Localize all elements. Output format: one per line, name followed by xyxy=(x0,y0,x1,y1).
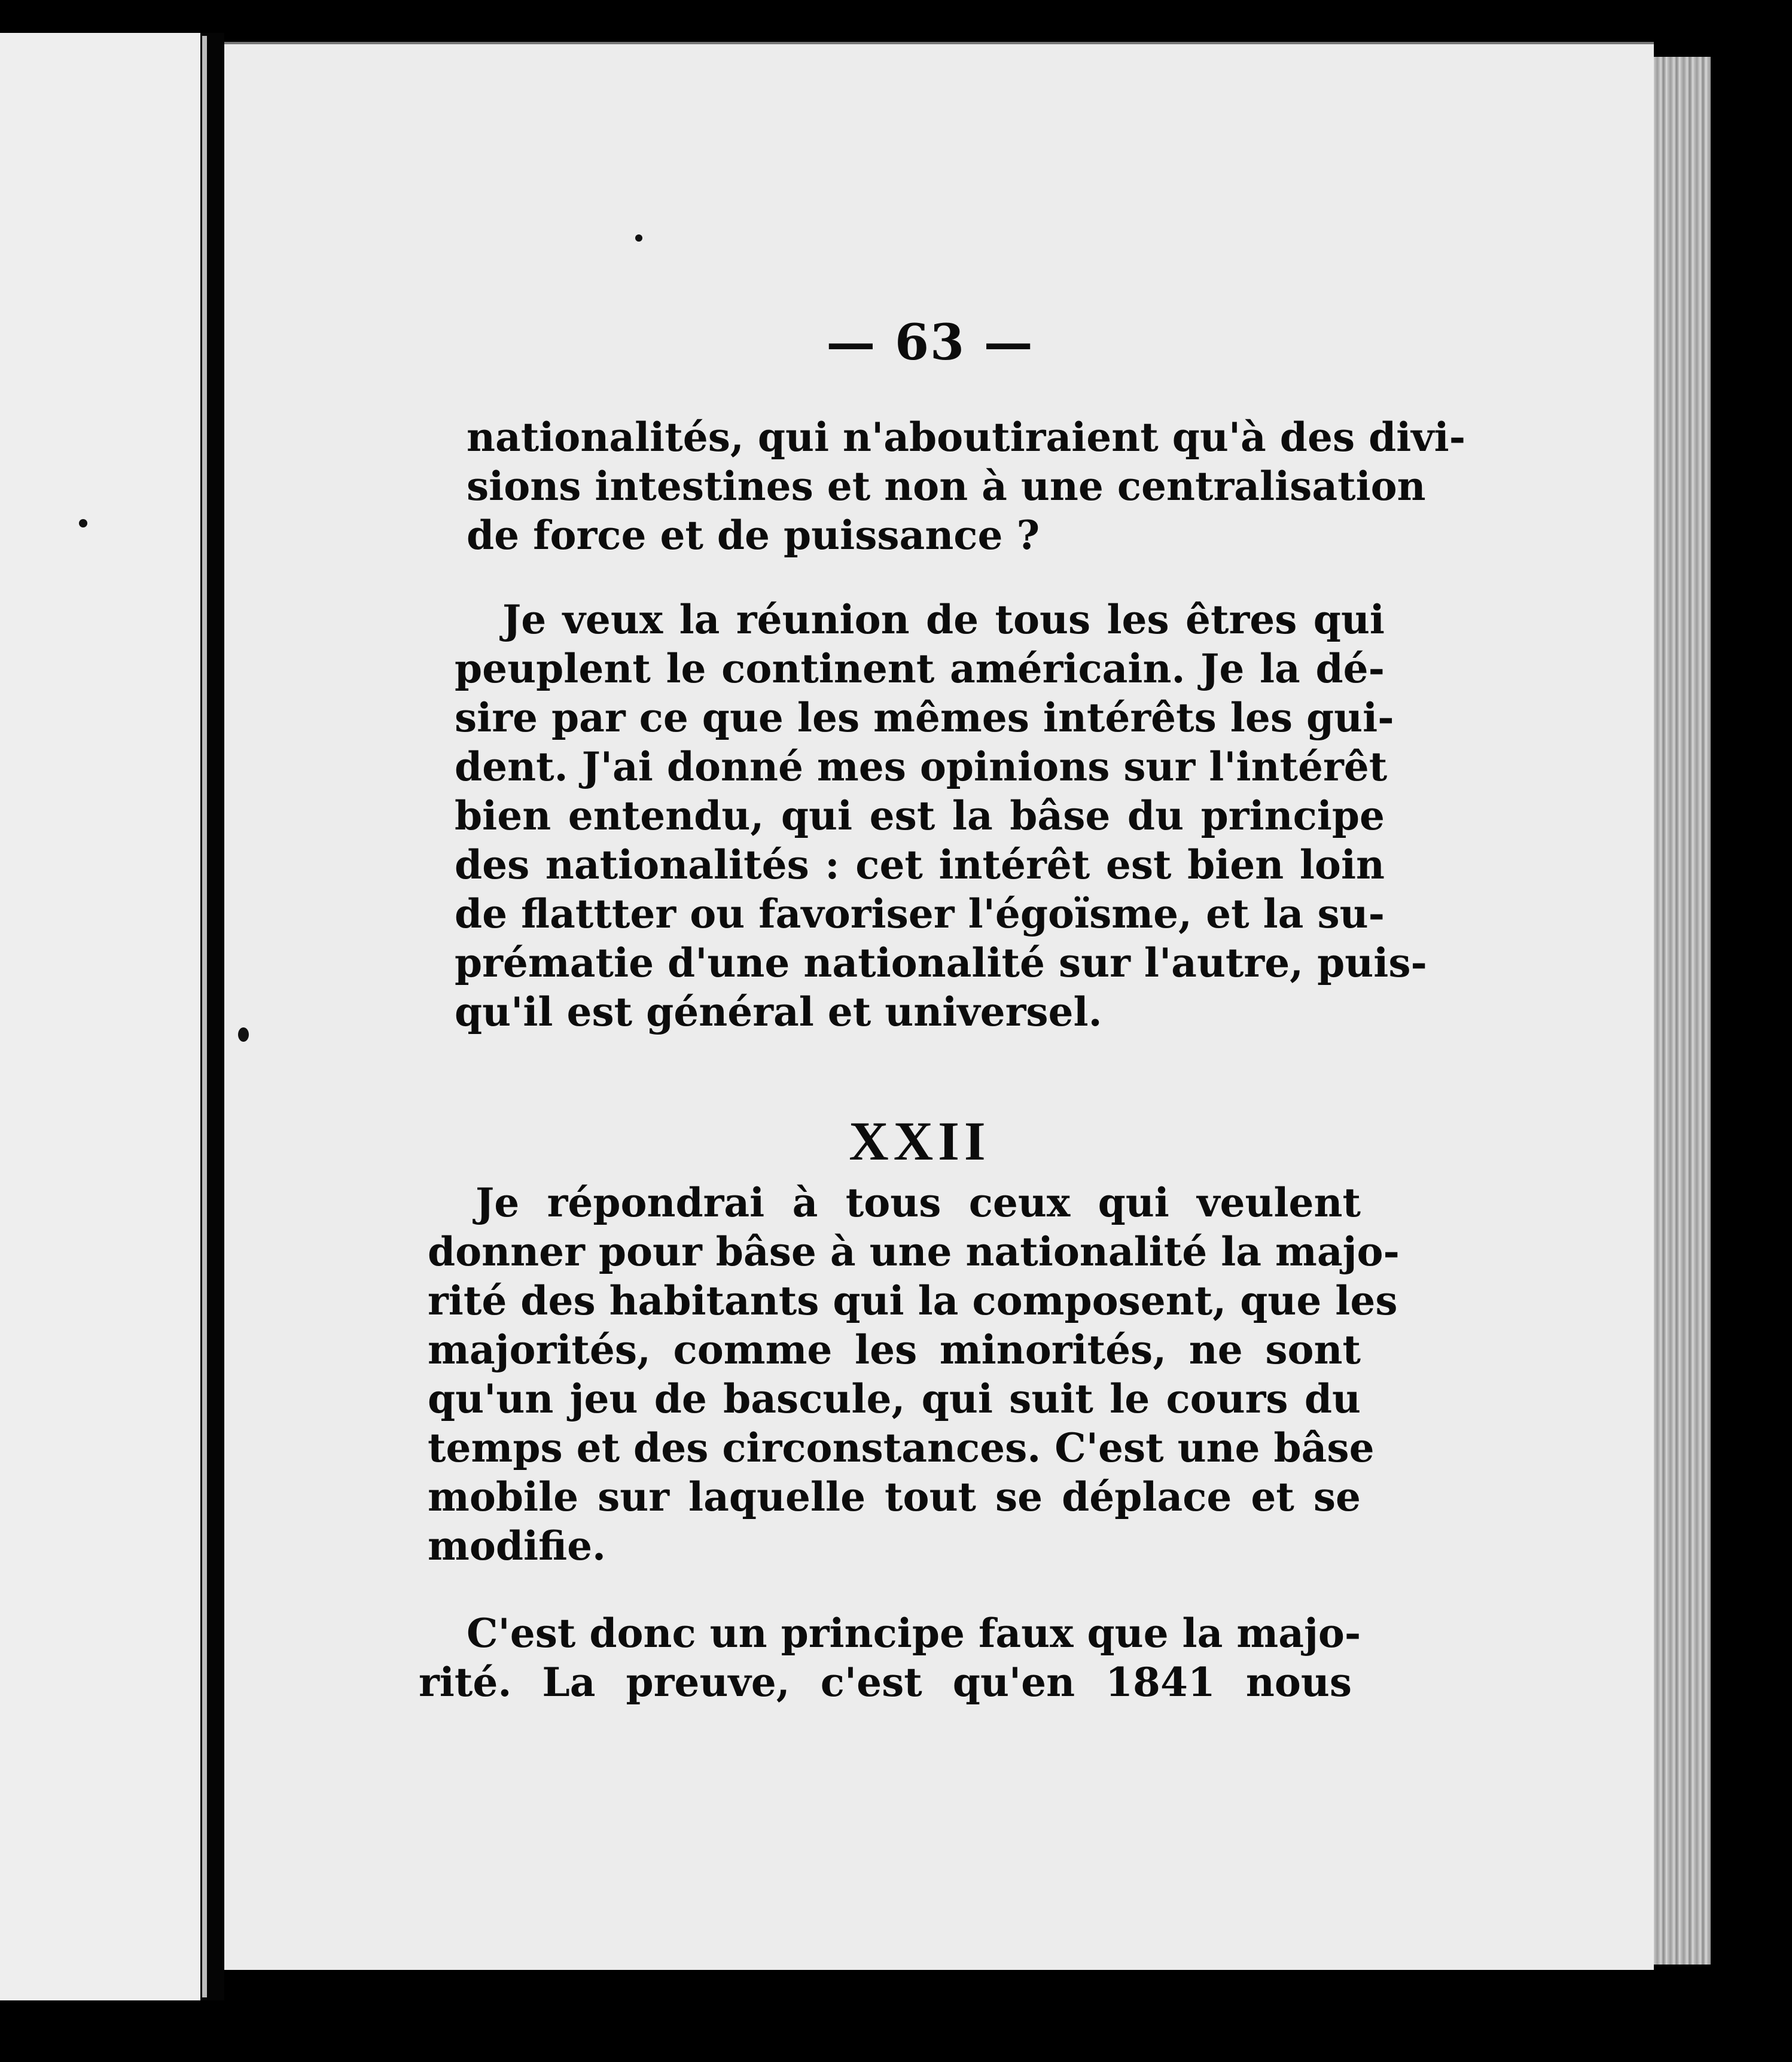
text-line: Je veux la réunion de tous les êtres qui xyxy=(502,596,1385,643)
ink-speck xyxy=(238,1027,249,1042)
text-line: bien entendu, qui est la bâse du principe xyxy=(455,792,1385,839)
page-edges xyxy=(1654,57,1711,1965)
text-line: temps et des circonstances. C'est une bâse xyxy=(428,1425,1375,1471)
text-line: rité des habitants qui la composent, que les xyxy=(428,1277,1398,1324)
text-line: qu'un jeu de bascule, qui suit le cours du xyxy=(428,1375,1361,1422)
left-page xyxy=(0,33,200,2000)
paragraph-4 xyxy=(419,1609,1361,1707)
paragraph-1 xyxy=(467,413,1466,560)
text-line: dent. J'ai donné mes opinions sur l'intérêt xyxy=(455,743,1388,790)
text-line: donner pour bâse à une nationalité la majo- xyxy=(428,1228,1400,1275)
text-line: sions intestines et non à une centralisation xyxy=(467,463,1426,510)
ink-speck xyxy=(635,234,642,242)
text-line: modifie. xyxy=(428,1523,607,1569)
text-line: sire par ce que les mêmes intérêts les gui- xyxy=(455,694,1394,741)
spine-edge xyxy=(202,36,207,1997)
text-line: nationalités, qui n'aboutiraient qu'à des divi- xyxy=(467,414,1466,460)
text-line: des nationalités : cet intérêt est bien loin xyxy=(455,841,1385,888)
paragraph-2 xyxy=(455,595,1427,1036)
section-heading-wrap xyxy=(455,1097,1385,1179)
text-line: rité. La preuve, c'est qu'en 1841 nous xyxy=(419,1659,1352,1706)
text-line: de flattter ou favoriser l'égoïsme, et la su- xyxy=(455,890,1385,937)
text-line: majorités, comme les minorités, ne sont xyxy=(428,1326,1361,1373)
text-line: Je répondrai à tous ceux qui veulent xyxy=(476,1179,1361,1226)
section-heading: XXII xyxy=(849,1111,991,1172)
text-line: de force et de puissance ? xyxy=(467,512,1040,559)
ink-speck xyxy=(79,519,87,527)
page-number: — 63 — xyxy=(826,314,1034,371)
text-line: peuplent le continent américain. Je la dé- xyxy=(455,645,1385,692)
text-line: mobile sur laquelle tout se déplace et se xyxy=(428,1474,1361,1520)
paragraph-3 xyxy=(428,1178,1400,1570)
text-line: qu'il est général et universel. xyxy=(455,989,1102,1035)
text-line: C'est donc un principe faux que la majo- xyxy=(467,1610,1361,1657)
text-line: prématie d'une nationalité sur l'autre, puis- xyxy=(455,940,1427,986)
